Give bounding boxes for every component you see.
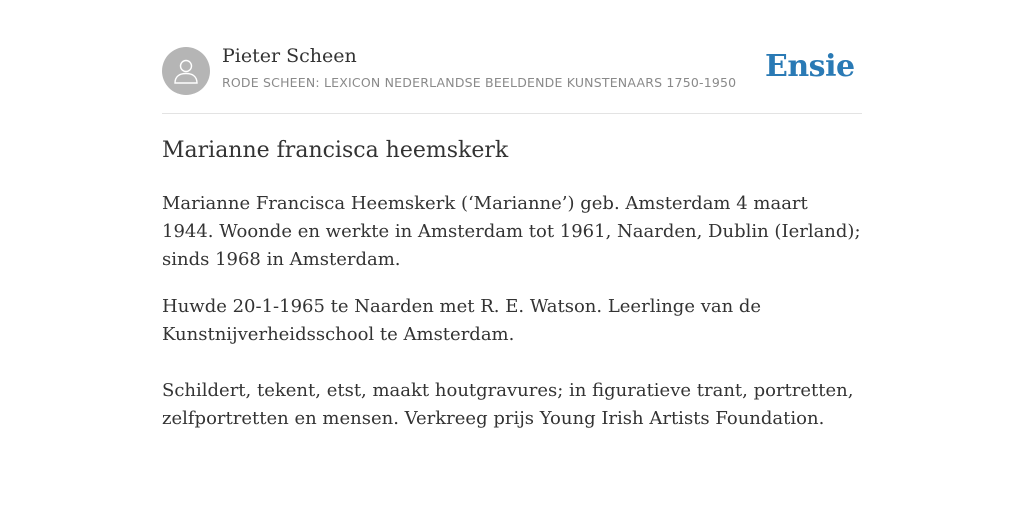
user-icon (171, 56, 201, 86)
source-title[interactable]: RODE SCHEEN: LEXICON NEDERLANDSE BEELDENDE KUNSTENAARS 1750-1950 (222, 75, 737, 90)
entry-paragraph-1: Marianne Francisca Heemskerk (‘Marianne’) geb. Amsterdam 4 maart 1944. Woonde en werkte in Amsterdam tot 1961, Naarden, Dublin (Ierland); sinds 1968 in Amsterdam. (162, 193, 861, 270)
author-avatar[interactable] (162, 47, 210, 95)
entry-paragraph-3: Schildert, tekent, etst, maakt houtgravures; in figuratieve trant, portretten, zelfportretten en mensen. Verkreeg prijs Young Irish Artists Foundation. (162, 380, 854, 429)
entry-header (162, 0, 862, 114)
author-name[interactable]: Pieter Scheen (222, 45, 357, 67)
entry-paragraph-2: Huwde 20-1-1965 te Naarden met R. E. Watson. Leerlinge van de Kunstnijverheidsschool te Amsterdam. (162, 296, 762, 345)
ensie-logo[interactable]: Ensie (765, 49, 855, 84)
entry-title: Marianne francisca heemskerk (162, 138, 509, 163)
entry-card (162, 0, 862, 429)
